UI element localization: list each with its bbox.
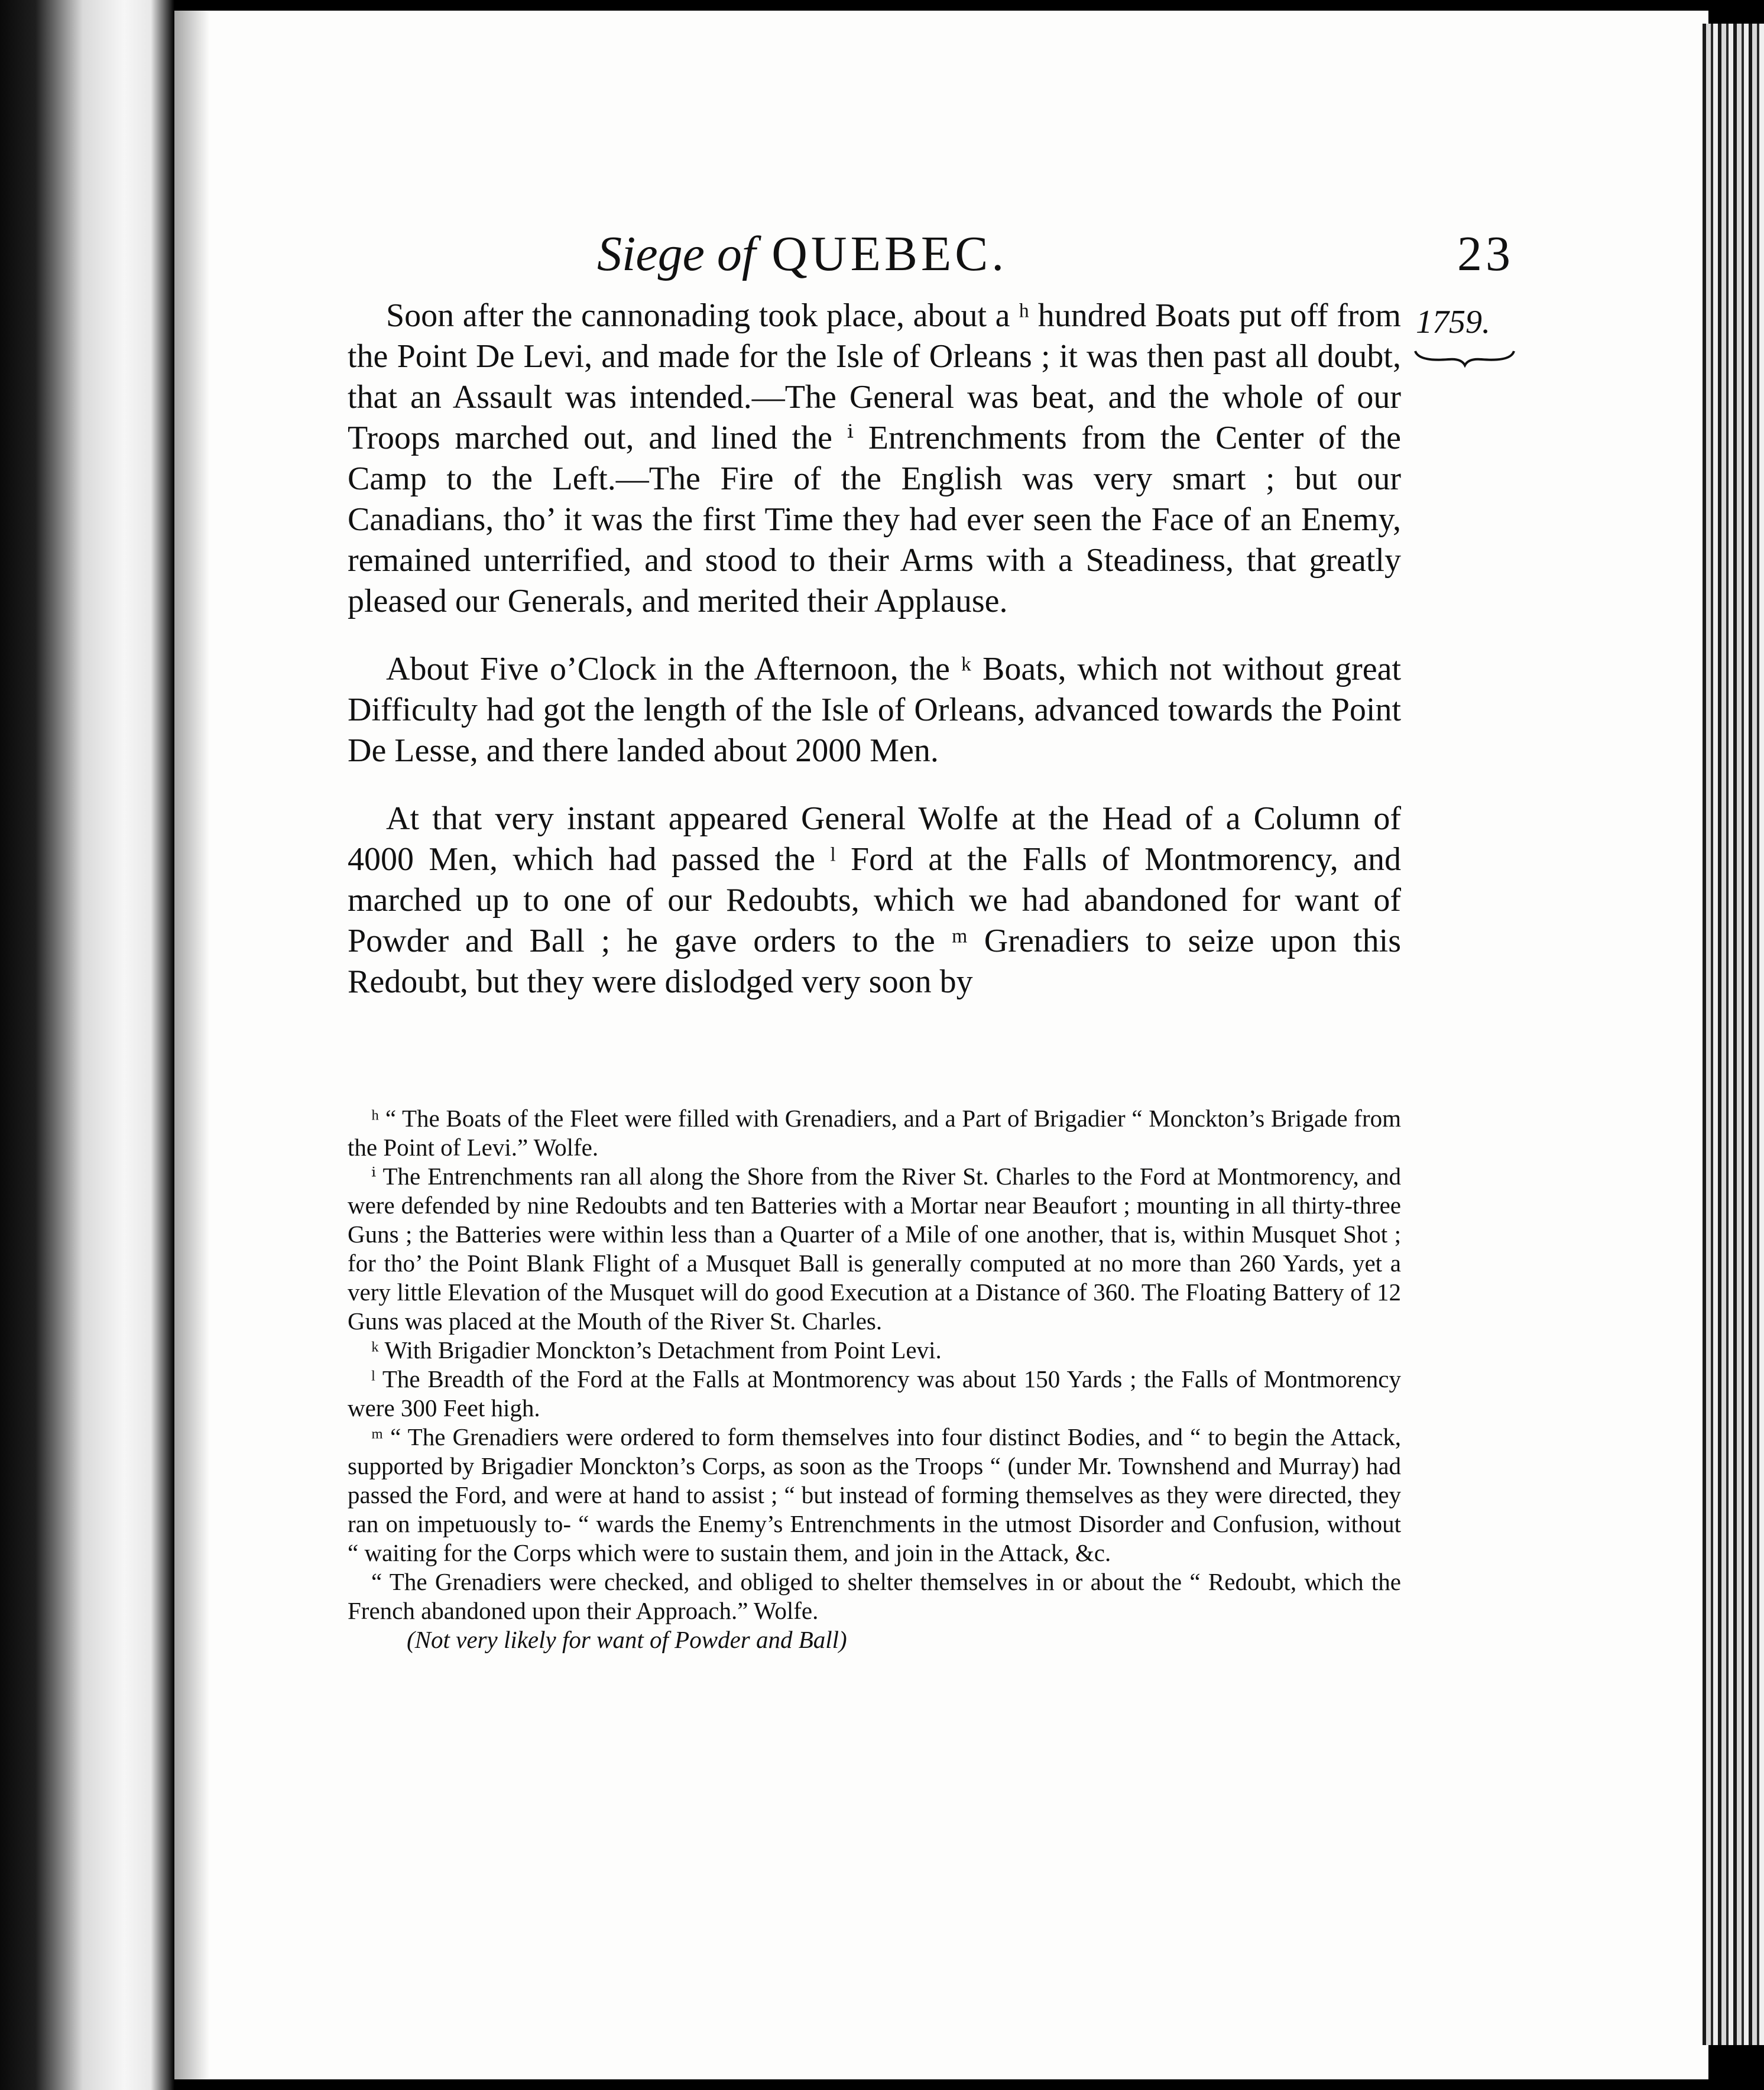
footnote-h: ʰ “ The Boats of the Fleet were filled with Grenadiers, and a Part of Brigadier “ Monckton’s Brigade from the Point of Levi.” Wolfe. bbox=[348, 1105, 1401, 1161]
running-title-italic: Siege of bbox=[597, 226, 756, 281]
margin-brace-icon bbox=[1413, 348, 1516, 368]
footnote-m-continued: “ The Grenadiers were checked, and obliged to shelter themselves in or about the “ Redoubt, which the French abandoned upon their Approach.” Wolfe. bbox=[348, 1568, 1401, 1624]
footnote-k: ᵏ With Brigadier Monckton’s Detachment from Point Levi. bbox=[371, 1336, 942, 1364]
page-number: 23 bbox=[1457, 226, 1514, 281]
footnote-i: ⁱ The Entrenchments ran all along the Shore from the River St. Charles to the Ford at Montmorency, and were defended by nine Redoubts and ten Batteries with a Mortar near Beaufort ; mounting in all thirty-three Guns ; the Batteries were within less than a Quarter of a Mile of one another, that is, within Musquet Shot ; for tho’ the Point Blank Flight of a Musquet Ball is generally computed at no more than 260 Yards, yet a very little Elevation of the Musquet will do good Execution at a Distance of 360. The Floating Battery of 12 Guns was placed at the Mouth of the River St. Charles. bbox=[348, 1163, 1401, 1335]
paragraph-2: About Five o’Clock in the Afternoon, the ᵏ Boats, which not without great Difficulty had got the length of the Isle of Orleans, advanced towards the Point De Lesse, and there landed about 2000 Men. bbox=[348, 651, 1401, 769]
main-text bbox=[348, 296, 1401, 1002]
margin-year: 1759. bbox=[1416, 304, 1490, 340]
running-title bbox=[597, 222, 1007, 287]
facing-page-edge bbox=[0, 0, 174, 2090]
paragraph-1: Soon after the cannonading took place, about a ʰ hundred Boats put off from the Point De Levi, and made for the Isle of Orleans ; it was then past all doubt, that an Assault was intended.—The General was beat, and the whole of our Troops marched out, and lined the ⁱ Entrenchments from the Center of the Camp to the Left.—The Fire of the English was very smart ; but our Canadians, tho’ it was the first Time they had ever seen the Face of an Enemy, remained unterrified, and stood to their Arms with a Steadiness, that greatly pleased our Generals, and merited their Applause. bbox=[348, 297, 1401, 619]
footnote-l: ˡ The Breadth of the Ford at the Falls at Montmorency was about 150 Yards ; the Falls of Montmorency were 300 Feet high. bbox=[348, 1365, 1401, 1422]
footnote-m: ᵐ “ The Grenadiers were ordered to form themselves into four distinct Bodies, and “ to begin the Attack, supported by Brigadier Monckton’s Corps, as soon as the Troops “ (under Mr. Townshend and Murray) had passed the Ford, and were at hand to assist ; “ but instead of forming themselves as they were directed, they ran on impetuously to- “ wards the Enemy’s Entrenchments in the utmost Disorder and Confusion, without “ waiting for the Corps which were to sustain them, and join in the Attack, &c. bbox=[348, 1423, 1401, 1566]
paragraph-3: At that very instant appeared General Wolfe at the Head of a Column of 4000 Men, which had passed the ˡ Ford at the Falls of Montmorency, and marched up to one of our Redoubts, which we had abandoned for want of Powder and Ball ; he gave orders to the ᵐ Grenadiers to seize upon this Redoubt, but they were dislodged very soon by bbox=[348, 800, 1401, 1000]
footnotes bbox=[348, 1104, 1401, 1654]
page-block-edges bbox=[1703, 24, 1764, 2045]
running-title-caps: QUEBEC. bbox=[771, 226, 1008, 281]
running-head bbox=[0, 222, 1764, 287]
handwritten-editor-note: (Not very likely for want of Powder and Ball) bbox=[407, 1626, 847, 1653]
spine-shadow bbox=[174, 11, 210, 2079]
